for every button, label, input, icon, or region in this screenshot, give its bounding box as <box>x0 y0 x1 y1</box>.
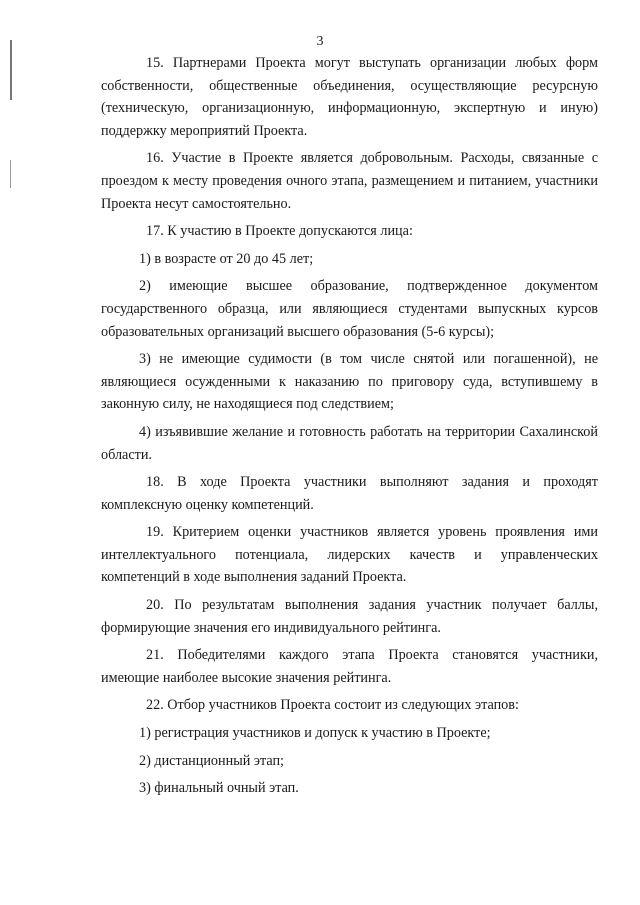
paragraph: 21. Победителями каждого этапа Проекта становятся участники, имеющие наиболее высокие значения рейтинга. <box>101 647 598 686</box>
list-item: 3) не имеющие судимости (в том числе снятой или погашенной), не являющиеся осужденными к наказанию по приговору суда, вступившему в законную силу, не находящиеся под следствием; <box>101 351 598 413</box>
paragraph: 20. По результатам выполнения задания участник получает баллы, формирующие значения его индивидуального рейтинга. <box>101 597 598 636</box>
list-item: 1) в возрасте от 20 до 45 лет; <box>139 250 314 267</box>
page-number: 3 <box>316 34 324 49</box>
list-item: 3) финальный очный этап. <box>139 780 299 797</box>
paragraph: 15. Партнерами Проекта могут выступать организации любых форм собственности, общественные объединения, осуществляющие ресурсную (техническую, организационную, информационную, экспертную и иную) поддержку мероприятий Проекта. <box>101 55 598 139</box>
paragraph: 19. Критерием оценки участников является уровень проявления ими интеллектуального потенциала, лидерских качеств и управленческих компетенций в ходе выполнения заданий Проекта. <box>101 524 598 586</box>
paragraph: 18. В ходе Проекта участники выполняют задания и проходят комплексную оценку компетенций. <box>101 474 598 513</box>
list-item: 1) регистрация участников и допуск к участию в Проекте; <box>139 725 491 742</box>
scan-edge-mark <box>10 160 11 188</box>
paragraph: 16. Участие в Проекте является добровольным. Расходы, связанные с проездом к месту проведения очного этапа, размещением и питанием, участники Проекта несут самостоятельно. <box>101 150 598 212</box>
document-body <box>101 52 598 805</box>
paragraph: 17. К участию в Проекте допускаются лица: <box>146 223 413 240</box>
list-item: 2) дистанционный этап; <box>139 752 284 769</box>
list-item: 4) изъявившие желание и готовность работать на территории Сахалинской области. <box>101 423 598 463</box>
paragraph: 22. Отбор участников Проекта состоит из следующих этапов: <box>146 697 519 714</box>
list-item: 2) имеющие высшее образование, подтвержденное документом государственного образца, или являющиеся студентами выпускных курсов образовательных организаций высшего образования (5-6 курсы); <box>101 278 598 340</box>
